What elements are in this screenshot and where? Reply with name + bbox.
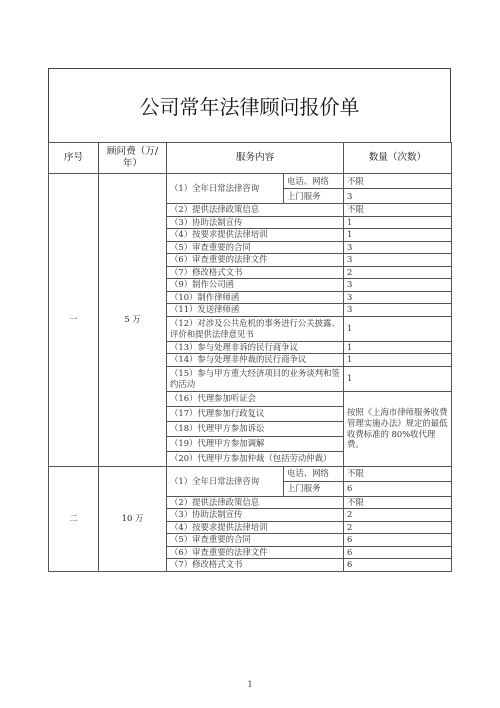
quantity-cell: 1 — [344, 229, 452, 242]
service-label: （15）参与甲方重大经济项目的业务谈判和签约活动 — [167, 366, 344, 391]
service-label: （4）按要求提供法律培训 — [167, 521, 344, 534]
quote-table — [48, 142, 452, 572]
quantity-cell: 2 — [344, 521, 452, 534]
service-label: （6）审查重要的法律文件 — [167, 254, 344, 267]
quantity-cell: 6 — [344, 481, 452, 496]
service-label: （5）审查重要的合同 — [167, 534, 344, 547]
service-label: （16）代理参加听证会 — [167, 391, 344, 406]
header-no: 序号 — [49, 143, 99, 174]
quantity-cell: 3 — [344, 189, 452, 204]
service-label: （17）代理参加行政复议 — [167, 406, 344, 421]
service-label: （3）协助法制宣传 — [167, 509, 344, 522]
table-row — [49, 466, 452, 481]
table-row — [49, 174, 452, 189]
quantity-cell: 2 — [344, 266, 452, 279]
quantity-cell: 1 — [344, 316, 452, 341]
service-label: （14）参与处理非仲裁的民行商争议 — [167, 354, 344, 367]
service-label: （5）审查重要的合同 — [167, 241, 344, 254]
service-label: （4）按要求提供法律培训 — [167, 229, 344, 242]
service-label: （3）协助法制宣传 — [167, 216, 344, 229]
service-label: （9）制作公司函 — [167, 279, 344, 292]
quantity-cell: 2 — [344, 509, 452, 522]
page-number: 1 — [247, 680, 253, 689]
service-label: （6）审查重要的法律文件 — [167, 546, 344, 559]
service-label: （20）代理甲方参加仲裁（包括劳动仲裁） — [167, 451, 344, 466]
quantity-cell: 不限 — [344, 466, 452, 481]
service-label: （1）全年日常法律咨询 — [167, 466, 284, 496]
quantity-cell: 3 — [344, 241, 452, 254]
service-label: （19）代理甲方参加调解 — [167, 436, 344, 451]
service-label: （13）参与处理非诉的民行商争议 — [167, 341, 344, 354]
service-label: （10）制作律师函 — [167, 291, 344, 304]
table-header-row — [49, 143, 452, 174]
header-service: 服务内容 — [167, 143, 344, 174]
service-label: （12）对涉及公共危机的事务进行公关披露、评价和提供法律意见书 — [167, 316, 344, 341]
section-number: 一 — [49, 174, 99, 467]
service-label: （1）全年日常法律咨询 — [167, 174, 284, 204]
service-label: （2）提供法律政策信息 — [167, 496, 344, 509]
service-label: （7）修改格式文书 — [167, 266, 344, 279]
header-fee: 顾问费（万/年） — [99, 143, 167, 174]
quantity-cell: 3 — [344, 304, 452, 317]
quantity-cell: 3 — [344, 279, 452, 292]
service-label: （2）提供法律政策信息 — [167, 204, 344, 217]
quantity-cell: 3 — [344, 291, 452, 304]
title-box — [48, 68, 451, 142]
quantity-cell: 6 — [344, 559, 452, 572]
quantity-cell: 1 — [344, 216, 452, 229]
quantity-cell: 3 — [344, 254, 452, 267]
quantity-cell: 不限 — [344, 174, 452, 189]
channel-label: 电话、网络 — [284, 466, 344, 481]
quantity-cell: 6 — [344, 546, 452, 559]
quantity-cell: 不限 — [344, 204, 452, 217]
channel-label: 上门服务 — [284, 189, 344, 204]
channel-label: 电话、网络 — [284, 174, 344, 189]
service-label: （11）发送律师函 — [167, 304, 344, 317]
section-fee: 5 万 — [99, 174, 167, 467]
document-title: 公司常年法律顾问报价单 — [139, 95, 360, 119]
section-fee: 10 万 — [99, 466, 167, 571]
service-label: （18）代理甲方参加诉讼 — [167, 421, 344, 436]
header-qty: 数量（次数） — [344, 143, 452, 174]
quantity-cell: 1 — [344, 354, 452, 367]
service-label: （7）修改格式文书 — [167, 559, 344, 572]
quantity-cell: 1 — [344, 341, 452, 354]
quantity-cell: 1 — [344, 366, 452, 391]
quantity-cell: 不限 — [344, 496, 452, 509]
channel-label: 上门服务 — [284, 481, 344, 496]
quantity-cell: 6 — [344, 534, 452, 547]
section-number: 二 — [49, 466, 99, 571]
fee-note: 按照《上海市律师服务收费管理实施办法》规定的最低收费标准的 80%收代理费。 — [344, 391, 452, 466]
